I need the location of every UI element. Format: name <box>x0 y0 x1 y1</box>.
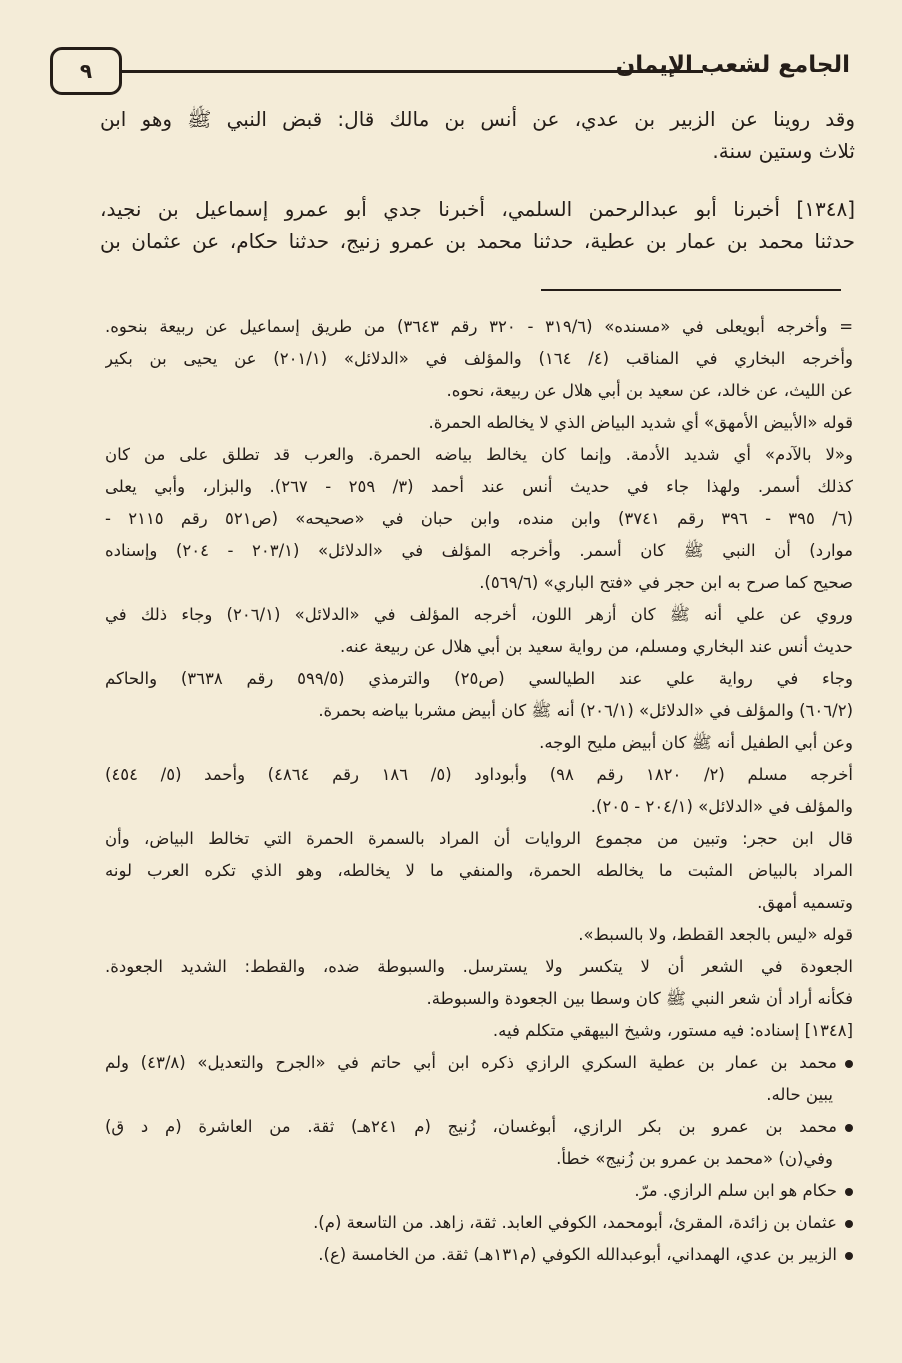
line-text: الزبير بن عدي، الهمداني، أبوعبدالله الكوفي (م١٣١هـ) ثقة. من الخامسة (ع). <box>318 1245 837 1264</box>
footnote-line <box>105 343 853 375</box>
line-text: وأخرجه البخاري في المناقب (٤/ ١٦٤) والمؤلف في «الدلائل» (٢٠١/١) عن يحيى بن بكير <box>105 349 853 368</box>
line-text: قوله «الأبيض الأمهق» أي شديد البياض الذي لا يخالطه الحمرة. <box>428 413 853 432</box>
line-text: عثمان بن زائدة، المقرئ، أبومحمد، الكوفي العابد. ثقة، زاهد. من التاسعة (م). <box>313 1213 837 1232</box>
footnote-line <box>105 631 853 663</box>
line-text: عن الليث، عن خالد، عن سعيد بن أبي هلال عن ربيعة، نحوه. <box>446 381 853 400</box>
footnote-line <box>105 311 853 343</box>
footnote-line <box>105 1175 853 1207</box>
line-text: حديث أنس عند البخاري ومسلم، من رواية سعيد بن أبي هلال عن ربيعة عنه. <box>339 637 853 656</box>
footnote-line <box>105 983 853 1015</box>
line-text: الجعودة في الشعر أن لا يتكسر ولا يسترسل. والسبوطة ضده، والقطط: الشديد الجعودة. <box>105 957 853 976</box>
main-text <box>100 103 855 257</box>
footnote-line <box>105 1207 853 1239</box>
page-number: ٩ <box>79 59 93 83</box>
running-title: الجامع لشعب الإيمان <box>615 52 850 78</box>
bullet-icon <box>845 1188 853 1196</box>
line-text: (٦٠٦/٢) والمؤلف في «الدلائل» (٢٠٦/١) أنه ﷺ كان أبيض مشربا بياضه بحمرة. <box>318 701 853 720</box>
main-text-line <box>100 193 855 225</box>
line-text: [١٣٤٨] أخبرنا أبو عبدالرحمن السلمي، أخبرنا جدي أبو عمرو إسماعيل بن نجيد، <box>100 197 855 221</box>
bullet-icon <box>845 1124 853 1132</box>
footnote-line <box>105 791 853 823</box>
line-text: موارد) أن النبي ﷺ كان أسمر. وأخرجه المؤلف في «الدلائل» (٢٠٣/١ - ٢٠٤) وإسناده <box>105 541 853 560</box>
line-text: المراد بالبياض المثبت ما يخالطه الحمرة، والمنفي ما لا يخالطه، وهو الذي تكره العرب لونه <box>105 861 853 880</box>
footnotes <box>105 311 853 1271</box>
line-text: قال ابن حجر: وتبين من مجموع الروايات أن المراد بالسمرة الحمرة التي تخالط البياض، وأن <box>105 829 853 848</box>
footnote-line <box>105 407 853 439</box>
line-text: كذلك أسمر. ولهذا جاء في حديث أنس عند أحمد (٣/ ٢٥٩ - ٢٦٧). والبزار، وأبي يعلى <box>105 477 853 496</box>
footnote-line <box>105 1047 853 1079</box>
line-text: وروي عن علي أنه ﷺ كان أزهر اللون، أخرجه المؤلف في «الدلائل» (٢٠٦/١) وجاء ذلك في <box>105 605 853 624</box>
line-text: حدثنا محمد بن عمار بن عطية، حدثنا محمد بن عمرو زنيج، حدثنا حكام، عن عثمان بن <box>100 229 855 253</box>
paragraph-gap <box>100 167 855 193</box>
line-text: ثلاث وستين سنة. <box>712 139 855 163</box>
line-text: محمد بن عمار بن عطية السكري الرازي ذكره ابن أبي حاتم في «الجرح والتعديل» (٤٣/٨) ولم <box>105 1053 837 1072</box>
line-text: صحيح كما صرح به ابن حجر في «فتح الباري» (٥٦٩/٦). <box>479 573 853 592</box>
footnote-line <box>105 567 853 599</box>
footnote-line <box>105 951 853 983</box>
line-text: وقد روينا عن الزبير بن عدي، عن أنس بن مالك قال: قبض النبي ﷺ وهو ابن <box>100 107 855 131</box>
footnote-line <box>105 695 853 727</box>
footnote-line <box>105 919 853 951</box>
page-number-box <box>50 47 122 95</box>
line-text: = وأخرجه أبويعلى في «مسنده» (٣١٩/٦ - ٣٢٠ رقم ٣٦٤٣) من طريق إسماعيل عن ربيعة بنحوه. <box>105 317 853 336</box>
line-text: وعن أبي الطفيل أنه ﷺ كان أبيض مليح الوجه. <box>539 733 853 752</box>
footnote-line <box>105 599 853 631</box>
footnote-line <box>105 375 853 407</box>
footnote-line <box>105 1239 853 1271</box>
footnote-line <box>105 855 853 887</box>
footnote-line <box>105 1079 853 1111</box>
bullet-icon <box>845 1220 853 1228</box>
line-text: و«لا بالآدم» أي شديد الأدمة. وإنما كان يخالط بياضه الحمرة. والعرب قد تطلق على من كان <box>105 445 853 464</box>
line-text: وتسميه أمهق. <box>757 893 853 912</box>
line-text: وفي(ن) «محمد بن عمرو بن زُنيج» خطأ. <box>556 1149 833 1168</box>
footnote-line <box>105 1111 853 1143</box>
line-text: يبين حاله. <box>766 1085 833 1104</box>
footnote-line <box>105 471 853 503</box>
main-text-line <box>100 135 855 167</box>
footnote-line <box>105 535 853 567</box>
line-text: أخرجه مسلم (٢/ ١٨٢٠ رقم ٩٨) وأبوداود (٥/ ١٨٦ رقم ٤٨٦٤) وأحمد (٥/ ٤٥٤) <box>105 765 853 784</box>
line-text: محمد بن عمرو بن بكر الرازي، أبوغسان، زُنيج (م ٢٤١هـ) ثقة. من العاشرة (م د ق) <box>105 1117 837 1136</box>
footnote-separator <box>541 289 841 291</box>
line-text: [١٣٤٨] إسناده: فيه مستور، وشيخ البيهقي متكلم فيه. <box>492 1021 853 1040</box>
footnote-line <box>105 887 853 919</box>
footnote-line <box>105 823 853 855</box>
line-text: قوله «ليس بالجعد القطط، ولا بالسبط». <box>578 925 853 944</box>
bullet-icon <box>845 1252 853 1260</box>
footnote-line <box>105 503 853 535</box>
line-text: وجاء في رواية علي عند الطيالسي (ص٢٥) والترمذي (٥٩٩/٥ رقم ٣٦٣٨) والحاكم <box>105 669 853 688</box>
footnote-line <box>105 1143 853 1175</box>
line-text: فكأنه أراد أن شعر النبي ﷺ كان وسطا بين الجعودة والسبوطة. <box>426 989 853 1008</box>
footnote-line <box>105 1015 853 1047</box>
line-text: حكام هو ابن سلم الرازي. مرّ. <box>634 1181 837 1200</box>
main-text-line <box>100 225 855 257</box>
footnote-line <box>105 727 853 759</box>
footnote-line <box>105 663 853 695</box>
line-text: والمؤلف في «الدلائل» (٢٠٤/١ - ٢٠٥). <box>590 797 853 816</box>
main-text-line <box>100 103 855 135</box>
bullet-icon <box>845 1060 853 1068</box>
line-text: (٦/ ٣٩٥ - ٣٩٦ رقم ٣٧٤١) وابن منده، وابن حبان في «صحيحه» (ص٥٢١ رقم ٢١١٥ - <box>105 509 853 528</box>
footnote-line <box>105 759 853 791</box>
footnote-line <box>105 439 853 471</box>
